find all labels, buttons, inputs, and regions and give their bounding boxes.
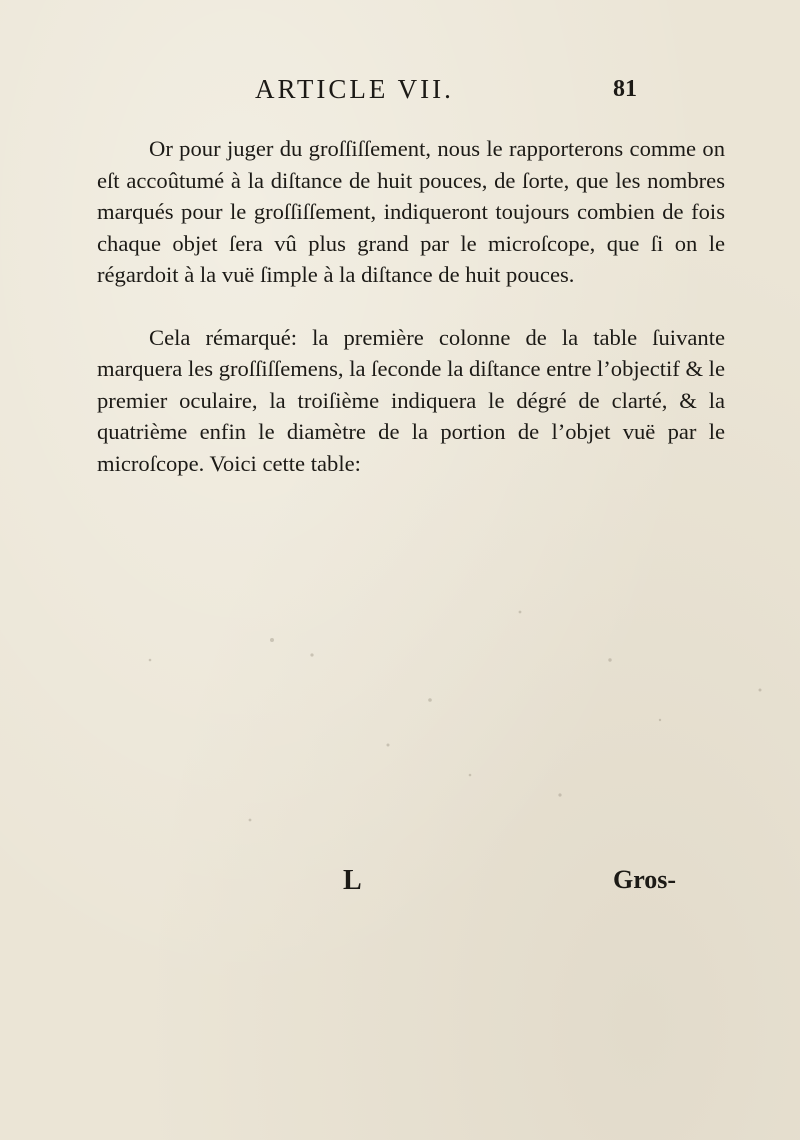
paragraph-grossissement: Or pour juger du groſſiſſement, nous le rapporterons comme on eſt accoûtumé à la diſtance de huit pouces, de ſorte, que les nombres marqués pour le groſſiſſement, indiqueront toujours combien de fois chaque objet ſera vû plus grand par le microſcope, que ſi on le régardoit à la vuë ſimple à la diſtance de huit pouces.: [97, 136, 725, 287]
body-text: [97, 133, 725, 479]
running-head: [0, 74, 800, 114]
catchword: Gros-: [613, 865, 677, 894]
running-title: ARTICLE VII.: [255, 74, 454, 104]
page-footer: [0, 865, 800, 905]
page-number: 81: [613, 76, 637, 102]
signature-mark: L: [343, 865, 362, 896]
paragraph-table-intro: Cela rémarqué: la première colonne de la table ſuivante marquera les groſſiſſemens, la ſeconde la diſtance entre l’objectif & le premier oculaire, la troiſième indiquera le dégré de clarté, & la quatrième enfin le diamètre de la portion de l’objet vuë par le microſcope. Voici cette table:: [97, 324, 725, 476]
